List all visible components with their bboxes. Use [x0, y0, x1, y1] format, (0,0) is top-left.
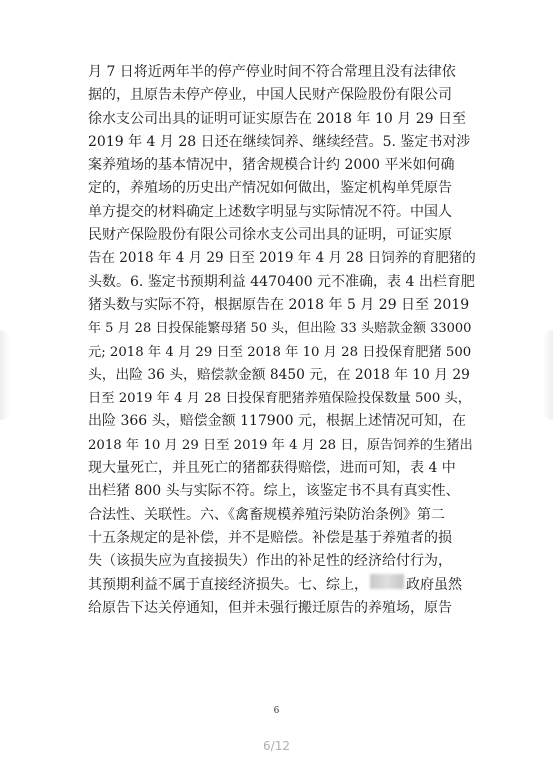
- text-segment: 政府虽然: [406, 576, 462, 593]
- text-line: 日至 2019 年 4 月 28 日投保育肥猪养殖保险投保数量 500 头，: [88, 391, 471, 407]
- text-line: 猪头数与实际不符，根据原告在 2018 年 5 月 29 日至 2019: [88, 296, 470, 313]
- text-line: 2018 年 10 月 29 日至 2019 年 4 月 28 日，原告饲养的生猪出: [88, 437, 473, 453]
- text-line: 据的，且原告未停产停业，中国人民财产保险股份有限公司: [88, 87, 452, 104]
- redaction-mark: [370, 574, 404, 589]
- text-line: 头数。6. 鉴定书预期利益 4470400 元不准确，表 4 出栏育肥: [88, 273, 475, 290]
- page-number: 6: [273, 706, 280, 716]
- page-indicator: 6/12: [263, 739, 290, 753]
- right-page-edge: [543, 330, 553, 420]
- document-body: [88, 61, 476, 620]
- text-line: 单方提交的材料确定上述数字明显与实际情况不符。中国人: [88, 203, 452, 220]
- text-line: 民财产保险股份有限公司徐水支公司出具的证明，可证实原: [88, 227, 452, 244]
- text-line: 十五条规定的是补偿，并不是赔偿。补偿是基于养殖者的损: [88, 529, 452, 546]
- text-line: 给原告下达关停通知，但并未强行搬迁原告的养殖场，原告: [88, 599, 452, 616]
- text-line: 头，出险 36 头，赔偿款金额 8450 元，在 2018 年 10 月 29: [88, 366, 470, 383]
- text-line: 现大量死亡，并且死亡的猪都获得赔偿，进而可知，表 4 中: [88, 460, 456, 477]
- text-line: 徐水支公司出具的证明可证实原告在 2018 年 10 月 29 日至: [88, 110, 466, 127]
- text-line: 合法性、关联性。六、《禽畜规模养殖污染防治条例》第二: [88, 506, 445, 523]
- left-page-edge: [0, 330, 10, 420]
- text-line: 定的，养殖场的历史出产情况如何做出，鉴定机构单凭原告: [88, 180, 452, 197]
- text-line: 出栏猪 800 头与实际不符。综上，该鉴定书不具有真实性、: [88, 483, 460, 500]
- text-line: 失（该损失应为直接损失）作出的补足性的经济给付行为，: [88, 553, 452, 570]
- text-line: 告在 2018 年 4 月 29 日至 2019 年 4 月 28 日饲养的育肥猪的: [88, 250, 476, 267]
- text-line: 出险 366 头，赔偿金额 117900 元，根据上述情况可知，在: [88, 413, 466, 430]
- text-line: 案养殖场的基本情况中，猪舍规模合计约 2000 平米如何确: [88, 157, 455, 174]
- text-line-with-redaction: [88, 574, 476, 597]
- text-line: 元; 2018 年 4 月 29 日至 2018 年 10 月 28 日投保育肥猪 500: [88, 344, 472, 360]
- text-line: 年 5 月 28 日投保能繁母猪 50 头，但出险 33 头赔款金额 33000: [88, 321, 472, 337]
- text-segment: 其预期利益不属于直接经济损失。七、综上，: [88, 576, 368, 593]
- text-line: 2019 年 4 月 28 日还在继续饲养、继续经营。5. 鉴定书对涉: [88, 133, 471, 150]
- text-line: 月 7 日将近两年半的停产停业时间不符合常理且没有法律依: [88, 64, 456, 80]
